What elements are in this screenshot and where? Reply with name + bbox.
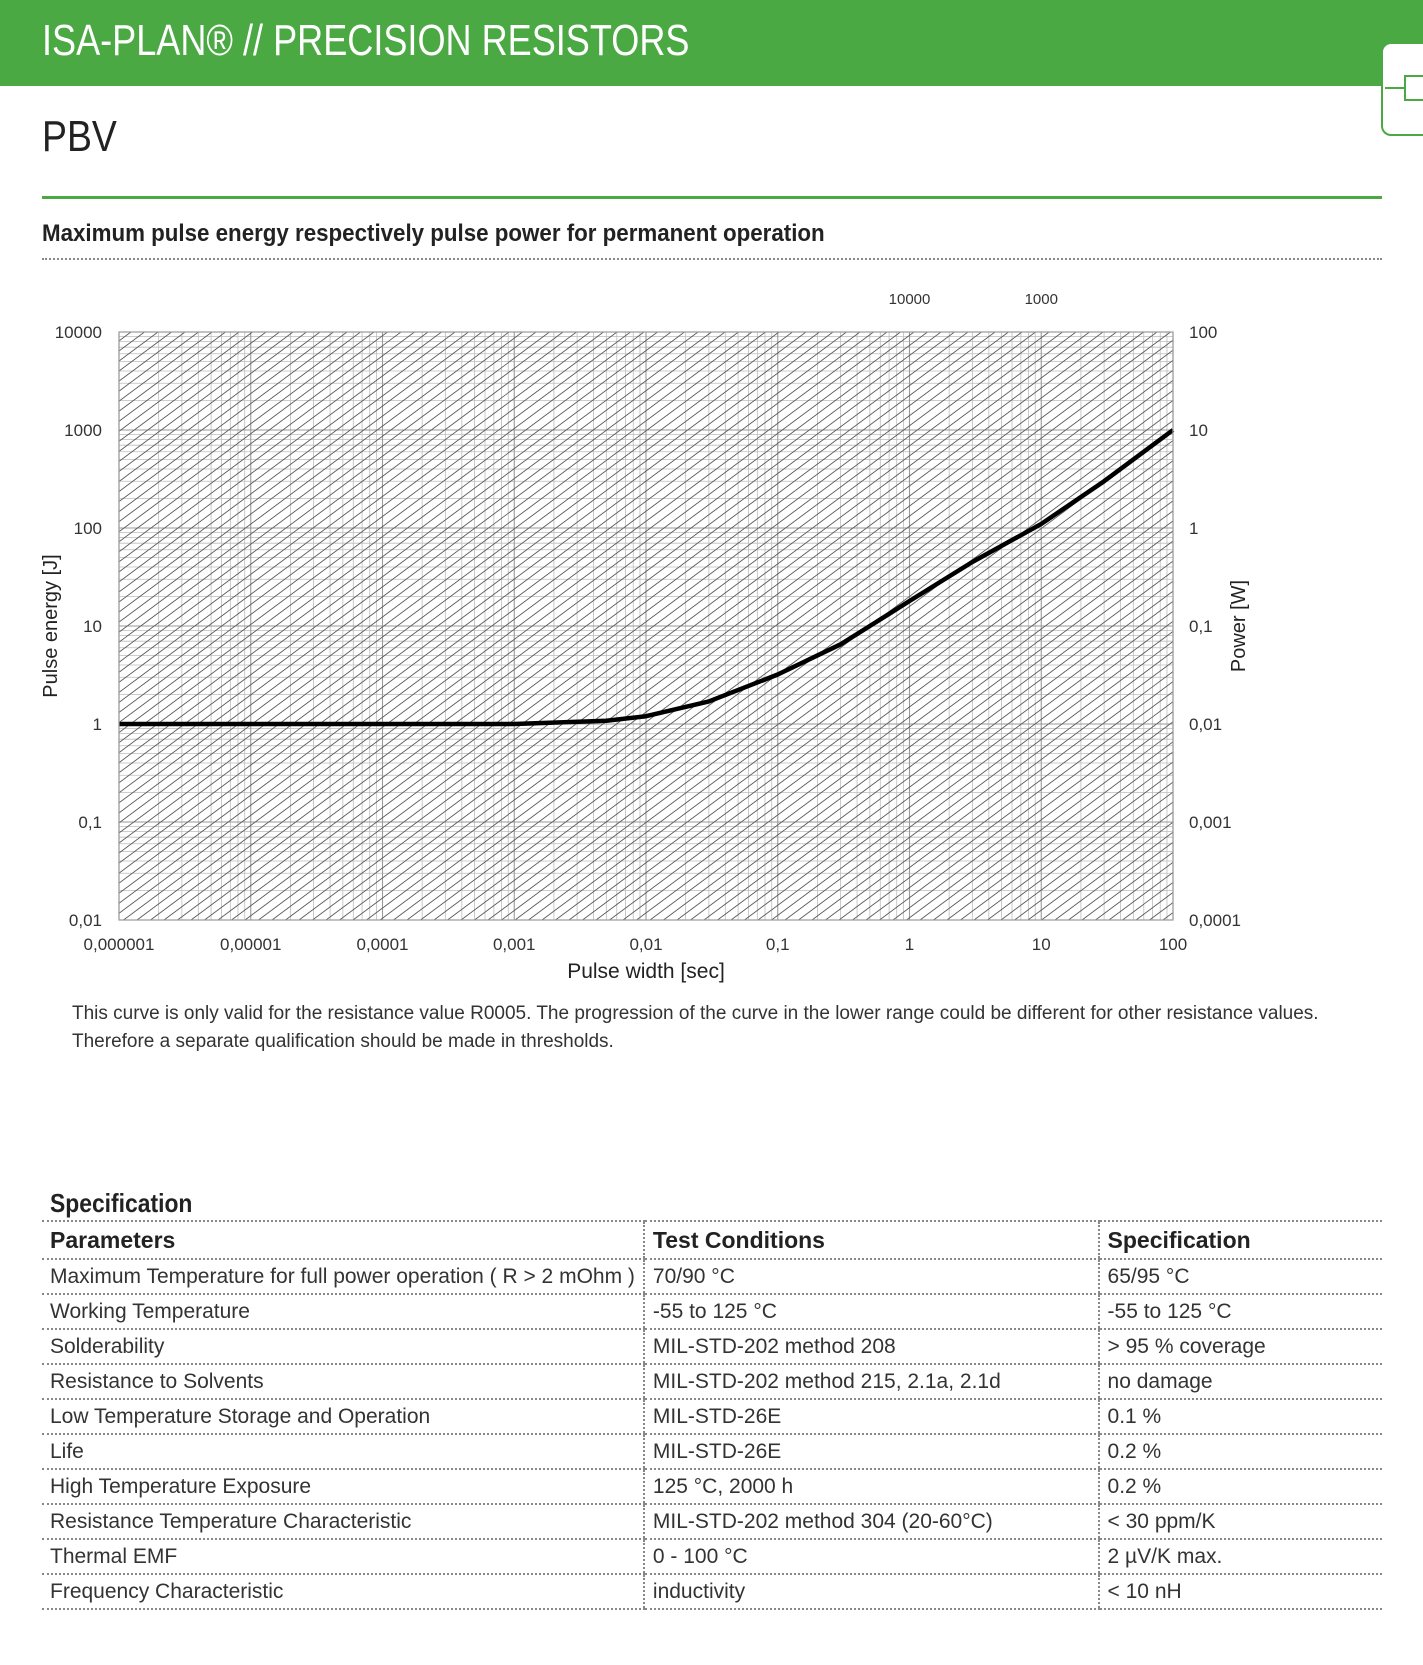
- spec-cell-param: Thermal EMF: [42, 1539, 644, 1574]
- y2-tick-label: 0,01: [1189, 715, 1223, 734]
- y-tick-label: 10000: [54, 323, 102, 342]
- spec-cell-param: Frequency Characteristic: [42, 1574, 644, 1609]
- x-tick-label: 0,00001: [220, 935, 282, 954]
- spec-cell-param: Solderability: [42, 1329, 644, 1364]
- y2-tick-label: 10: [1189, 421, 1208, 440]
- y2-tick-label: 0,001: [1189, 813, 1232, 832]
- spec-body: [42, 1259, 1382, 1609]
- y-tick-label: 0,01: [68, 911, 102, 930]
- spec-header-test-conditions: Test Conditions: [644, 1221, 1099, 1259]
- spec-cell-value: > 95 % coverage: [1099, 1329, 1382, 1364]
- spec-header-parameters: Parameters: [42, 1221, 644, 1259]
- spec-cell-param: Life: [42, 1434, 644, 1469]
- y2-tick-label: 100: [1189, 323, 1218, 342]
- x-tick-label: 0,000001: [83, 935, 155, 954]
- x-tick-label: 0,001: [492, 935, 536, 954]
- spec-cell-param: High Temperature Exposure: [42, 1469, 644, 1504]
- y2-tick-label: 0,0001: [1189, 911, 1241, 930]
- page-title: ISA-PLAN® // PRECISION RESISTORS: [42, 16, 690, 65]
- spec-row: [42, 1294, 1382, 1329]
- y-tick-label: 10: [83, 617, 102, 636]
- power-line: [1136, 270, 1423, 920]
- spec-row: [42, 1504, 1382, 1539]
- spec-cell-condition: MIL-STD-26E: [644, 1434, 1099, 1469]
- pulse-chart: [0, 270, 1423, 1000]
- spec-cell-value: -55 to 125 °C: [1099, 1294, 1382, 1329]
- spec-row: [42, 1539, 1382, 1574]
- y-axis-label: Pulse energy [J]: [40, 554, 62, 698]
- spec-row: [42, 1434, 1382, 1469]
- spec-cell-param: Working Temperature: [42, 1294, 644, 1329]
- chart-note: This curve is only valid for the resistance value R0005. The progression of the curve in the lower range could be different for other resistance values. Therefore a separate qualification should be made in thresholds.: [72, 1003, 1319, 1052]
- spec-row: [42, 1329, 1382, 1364]
- spec-cell-value: < 30 ppm/K: [1099, 1504, 1382, 1539]
- x-tick-label: 0,0001: [356, 935, 409, 954]
- spec-cell-condition: inductivity: [644, 1574, 1099, 1609]
- spec-cell-value: no damage: [1099, 1364, 1382, 1399]
- spec-header-specification: Specification: [1099, 1221, 1382, 1259]
- y-tick-label: 1000: [64, 421, 102, 440]
- spec-title: Specification: [50, 1188, 193, 1218]
- spec-row: [42, 1469, 1382, 1504]
- heading-divider: [42, 258, 1382, 260]
- spec-cell-condition: MIL-STD-202 method 208: [644, 1329, 1099, 1364]
- top-labels: [889, 291, 1058, 308]
- y2-tick-label: 1: [1189, 519, 1199, 538]
- y2-tick-label: 0,1: [1189, 617, 1213, 636]
- spec-cell-value: 65/95 °C: [1099, 1259, 1382, 1294]
- spec-row: [42, 1364, 1382, 1399]
- x-tick-label: 0,01: [629, 935, 663, 954]
- spec-cell-value: 0.2 %: [1099, 1469, 1382, 1504]
- header-banner: [0, 0, 1423, 86]
- header-divider: [42, 196, 1382, 199]
- y2-axis-label: Power [W]: [1228, 579, 1250, 673]
- spec-cell-condition: MIL-STD-202 method 304 (20-60°C): [644, 1504, 1099, 1539]
- spec-cell-value: 0.2 %: [1099, 1434, 1382, 1469]
- spec-cell-condition: 0 - 100 °C: [644, 1539, 1099, 1574]
- product-name: PBV: [42, 112, 117, 161]
- spec-cell-condition: MIL-STD-202 method 215, 2.1a, 2.1d: [644, 1364, 1099, 1399]
- spec-row: [42, 1259, 1382, 1294]
- x-tick-labels: [84, 935, 1188, 954]
- top-label: 10000: [888, 291, 931, 308]
- spec-cell-value: 2 µV/K max.: [1099, 1539, 1382, 1574]
- spec-table: [42, 1220, 1382, 1610]
- spec-cell-condition: MIL-STD-26E: [644, 1399, 1099, 1434]
- spec-cell-value: < 10 nH: [1099, 1574, 1382, 1609]
- resistor-symbol-icon: [1383, 44, 1423, 134]
- spec-cell-param: Low Temperature Storage and Operation: [42, 1399, 644, 1434]
- spec-header-row: [42, 1221, 1382, 1259]
- chart-heading: Maximum pulse energy respectively pulse power for permanent operation: [42, 220, 825, 247]
- spec-cell-condition: 125 °C, 2000 h: [644, 1469, 1099, 1504]
- x-tick-label: 0,1: [765, 935, 790, 954]
- x-tick-label: 10: [1031, 935, 1051, 954]
- spec-cell-param: Resistance to Solvents: [42, 1364, 644, 1399]
- spec-cell-param: Maximum Temperature for full power operation ( R > 2 mOhm ): [42, 1259, 644, 1294]
- y-tick-label: 0,1: [78, 813, 102, 832]
- x-tick-label: 1: [904, 935, 915, 954]
- spec-cell-condition: 70/90 °C: [644, 1259, 1099, 1294]
- spec-cell-value: 0.1 %: [1099, 1399, 1382, 1434]
- y-tick-label: 1: [92, 715, 102, 734]
- section-tab[interactable]: [1381, 42, 1423, 136]
- spec-cell-param: Resistance Temperature Characteristic: [42, 1504, 644, 1539]
- spec-row: [42, 1399, 1382, 1434]
- y-tick-label: 100: [73, 519, 102, 538]
- top-label: 1000: [1024, 291, 1058, 308]
- x-axis-label: Pulse width [sec]: [567, 960, 725, 983]
- spec-row: [42, 1574, 1382, 1609]
- x-tick-label: 100: [1158, 935, 1188, 954]
- spec-cell-condition: -55 to 125 °C: [644, 1294, 1099, 1329]
